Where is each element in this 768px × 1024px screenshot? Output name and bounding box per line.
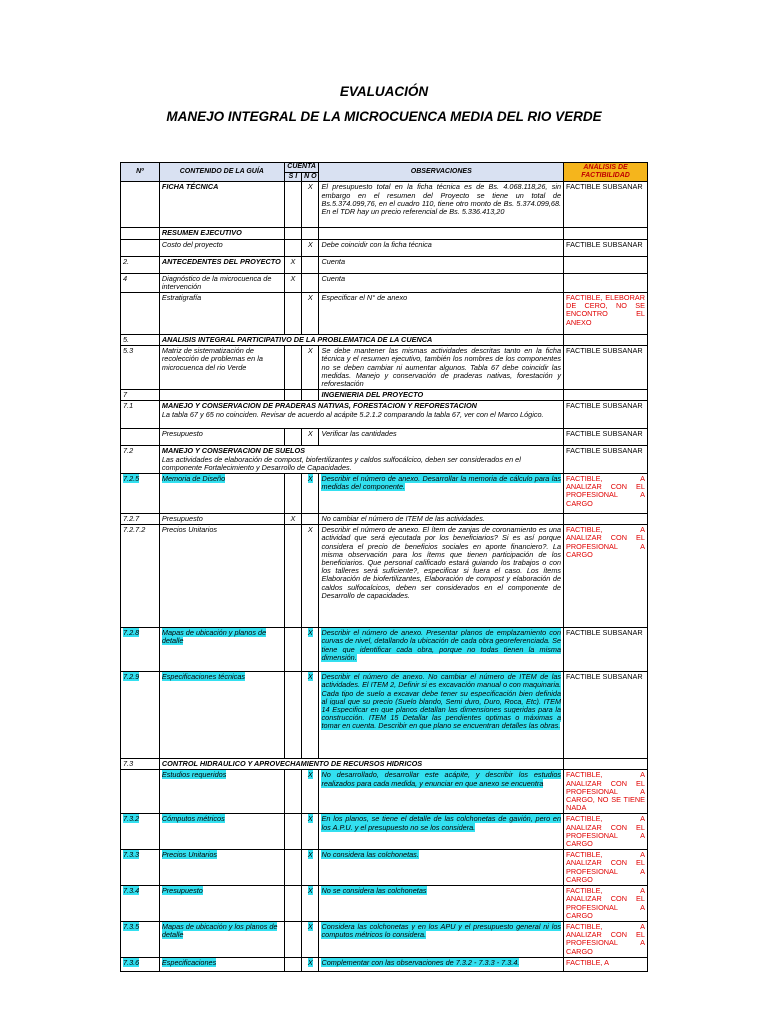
table-row (121, 293, 648, 335)
content-cell (159, 850, 284, 886)
row-number-text: 7.2.5 (123, 474, 140, 484)
table-row (121, 228, 648, 239)
si-cell: X (284, 273, 301, 292)
row-number: 4 (121, 273, 160, 292)
row-number-text: 7.3.6 (123, 957, 140, 967)
observation-text: Describir el número de anexo. Presentar planos de emplazamiento con curvas de nivel, detallando la ubicación de cada obra georeferenciada. Se tiene que identificar cada obra, porque no todas tienen la misma dimensión. (321, 628, 562, 662)
table-row (121, 921, 648, 957)
table-row (121, 814, 648, 850)
header-analisis: ANÁLISIS DE FACTIBILIDAD (564, 163, 648, 182)
analysis-cell: FACTIBLE, A ANALIZAR CON EL PROFESIONAL A CARGO (564, 886, 648, 922)
observation-text: En los planos, se tiene el detalle de las colchonetas de gavión, pero en los A.P.U. y el presupuesto no se los considera. (321, 814, 562, 832)
content-text: Memoria de Diseño (161, 474, 226, 484)
observation-cell (319, 886, 564, 922)
row-number (121, 429, 160, 446)
table-row (121, 850, 648, 886)
table-row (121, 514, 648, 525)
table-row (121, 474, 648, 514)
row-number: 7.1 (121, 401, 160, 429)
no-mark: X (307, 770, 313, 780)
observation-cell (319, 850, 564, 886)
header-n: Nº (121, 163, 160, 182)
analysis-cell: FACTIBLE SUBSANAR (564, 628, 648, 672)
content-cell (159, 921, 284, 957)
header-si: S I (284, 172, 301, 182)
row-number-text: 7.3.5 (123, 921, 140, 931)
no-cell (302, 921, 319, 957)
analysis-cell: FACTIBLE, A (564, 957, 648, 971)
no-cell (302, 628, 319, 672)
table-row (121, 256, 648, 273)
row-number: 5.3 (121, 346, 160, 390)
row-number-text: 7.2.9 (123, 672, 140, 682)
analysis-cell (564, 335, 648, 346)
si-cell: X (284, 256, 301, 273)
row-number-text: 7.3.2 (123, 814, 140, 824)
analysis-cell: FACTIBLE SUBSANAR (564, 346, 648, 390)
row-number: 7.3 (121, 759, 160, 770)
observation-text: Describir el número de anexo. Desarrollar la memoria de cálculo para las medidas del componente. (321, 474, 562, 492)
no-cell (302, 273, 319, 292)
table-row (121, 346, 648, 390)
row-number: 7.2.7 (121, 514, 160, 525)
table-row (121, 446, 648, 474)
observation-cell: INGENIERIA DEL PROYECTO (319, 390, 564, 401)
content-cell (159, 770, 284, 814)
table-row (121, 886, 648, 922)
analysis-cell: FACTIBLE SUBSANAR (564, 672, 648, 759)
si-cell (284, 850, 301, 886)
no-cell (302, 850, 319, 886)
table-header-row (121, 163, 648, 173)
si-cell (284, 814, 301, 850)
evaluation-table (120, 162, 648, 972)
si-cell (284, 886, 301, 922)
no-cell: X (302, 182, 319, 228)
observation-cell: Especificar el N° de anexo (319, 293, 564, 335)
section-note: La tabla 67 y 65 no coinciden. Revisar de acuerdo al acápite 5.2.1.2 comparando la tabla 67, ver con el Marco Lógico. (161, 409, 544, 419)
row-number-text: 7.2.8 (123, 628, 140, 638)
row-number (121, 474, 160, 514)
observation-cell: Cuenta (319, 273, 564, 292)
observation-text: Describir el número de anexo. No cambiar el número de ITEM de las actividades. El ITEM 2, Definir si es excavación manual o con maquinaria. Cada tipo de suelo a excavar debe tener su especificación bien definida al igual que su precio (Suelo blando, Semi duro, Duro, Roca, Etc). ITEM 14 Especificar en que planos detallan las dimensiones sugeridas para la construcción. ITEM 15 Detallar las pendientes optimas o máximas a tomar en cuenta. Describir en que plano se encuentran detalles las obras. (321, 672, 562, 731)
observation-text: No considera las colchonetas. (321, 850, 419, 860)
si-cell (284, 770, 301, 814)
table-row (121, 759, 648, 770)
content-cell: Presupuesto (159, 514, 284, 525)
section-heading: ANALISIS INTEGRAL PARTICIPATIVO DE LA PROBLEMATICA DE LA CUENCA (161, 335, 433, 345)
analysis-cell (564, 228, 648, 239)
analysis-cell: FACTIBLE, A ANALIZAR CON EL PROFESIONAL A CARGO (564, 474, 648, 514)
observation-text: No desarrollado, desarrollar este acápite, y describir los estudios realizados para cada medida, y enunciar en que anexo se encuentra (321, 770, 562, 788)
si-cell (284, 228, 301, 239)
header-observaciones: OBSERVACIONES (319, 163, 564, 182)
observation-cell (319, 957, 564, 971)
content-text: Cómputos métricos (161, 814, 225, 824)
content-text: Mapas de ubicación y planos de detalle (161, 628, 267, 646)
content-cell (159, 886, 284, 922)
no-mark: X (307, 850, 313, 860)
row-number-text: 7.3.4 (123, 886, 140, 896)
observation-cell (319, 814, 564, 850)
row-number: 5. (121, 335, 160, 346)
content-text: Especificaciones (161, 957, 217, 967)
content-text: Estudios requeridos (161, 770, 227, 780)
table-row (121, 770, 648, 814)
section-heading: MANEJO Y CONSERVACION DE SUELOS (161, 446, 306, 456)
content-cell: Matriz de sistematización de recolección de problemas en la microcuenca del rio Verde (159, 346, 284, 390)
section-heading-cell (159, 759, 563, 770)
no-mark: X (307, 921, 313, 931)
observation-text: No se considera las colchonetas (321, 886, 427, 896)
observation-cell: No cambiar el número de ITEM de las actividades. (319, 514, 564, 525)
section-heading: MANEJO Y CONSERVACION DE PRADERAS NATIVAS, FORESTACION Y REFORESTACION (161, 401, 477, 411)
si-cell (284, 239, 301, 256)
no-cell (302, 256, 319, 273)
table-row (121, 182, 648, 228)
row-number (121, 239, 160, 256)
analysis-cell (564, 390, 648, 401)
analysis-cell (564, 256, 648, 273)
observation-text: Considera las colchonetas y en los APU y el presupuesto general ni los computos métricos lo considera. (321, 921, 562, 940)
row-number (121, 182, 160, 228)
table-row (121, 401, 648, 429)
row-number-text: 7.3.3 (123, 850, 140, 860)
si-cell (284, 921, 301, 957)
si-cell (284, 628, 301, 672)
no-mark: X (307, 814, 313, 824)
no-mark: X (307, 886, 313, 896)
no-cell (302, 770, 319, 814)
observation-cell: Verificar las cantidades (319, 429, 564, 446)
observation-cell: Describir el número de anexo. El ítem de zanjas de coronamiento es una actividad que será ejecutada por los beneficiarios? Si es así porque considera el precio de beneficios sociales en aporte financiero?. La misma observación para los ítems que tienen participación de los beneficiarios. Que personal calificado estará guiando los trabajos o con los talleres será suficiente?, especificar si fuera el caso. Los ítems Elaboración de biofertilizantes, Elaboración de compost y elaboración de caldos sulfocalcicos, deben ser considerados en el componente de Desarrollo de capacidades. (319, 525, 564, 628)
analysis-cell: FACTIBLE SUBSANAR (564, 446, 648, 474)
document-subtitle: MANEJO INTEGRAL DE LA MICROCUENCA MEDIA DEL RIO VERDE (166, 109, 602, 124)
si-cell (284, 293, 301, 335)
no-cell (302, 474, 319, 514)
row-number (121, 921, 160, 957)
table-row (121, 335, 648, 346)
analysis-cell (564, 514, 648, 525)
si-cell: X (284, 514, 301, 525)
content-text: Especificaciones técnicas (161, 672, 246, 682)
analysis-cell: FACTIBLE SUBSANAR (564, 182, 648, 228)
no-cell: X (302, 346, 319, 390)
no-cell (302, 886, 319, 922)
observation-text: Complementar con las observaciones de 7.3.2 - 7.3.3 - 7.3.4. (321, 957, 520, 967)
row-number (121, 886, 160, 922)
analysis-cell (564, 273, 648, 292)
observation-cell: Se debe mantener las mismas actividades descritas tanto en la ficha técnica y el resumen ejecutivo, también los nombres de los componentes no se deben cambiar ni aumentar algunos. Tabla 67 debe coincidir las medidas. Manejo y conservación de praderas nativas, forestación y reforestación (319, 346, 564, 390)
row-number (121, 672, 160, 759)
content-cell: Estratigrafía (159, 293, 284, 335)
section-note: Las actividades de elaboración de compost, biofertilizantes y caldos sulfocálcico, deben ser considerados en el componente Fortalecimiento y Desarrollo de Capacidades. (161, 454, 521, 472)
content-cell: ANTECEDENTES DEL PROYECTO (159, 256, 284, 273)
content-cell (159, 628, 284, 672)
analysis-cell: FACTIBLE, A ANALIZAR CON EL PROFESIONAL A CARGO (564, 525, 648, 628)
si-cell (284, 182, 301, 228)
content-cell: Diagnóstico de la microcuenca de intervención (159, 273, 284, 292)
content-cell (159, 957, 284, 971)
content-cell (159, 390, 284, 401)
analysis-cell: FACTIBLE, ELEBORAR DE CERO, NO SE ENCONTRO EL ANEXO (564, 293, 648, 335)
no-cell: X (302, 429, 319, 446)
observation-cell: Cuenta (319, 256, 564, 273)
si-cell (284, 390, 301, 401)
analysis-cell: FACTIBLE SUBSANAR (564, 401, 648, 429)
si-cell (284, 346, 301, 390)
row-number: 7 (121, 390, 160, 401)
content-text: Precios Unitarios (161, 850, 218, 860)
row-number: 7.2 (121, 446, 160, 474)
section-heading-cell (159, 446, 563, 474)
no-cell (302, 957, 319, 971)
table-row (121, 390, 648, 401)
table-row (121, 273, 648, 292)
si-cell (284, 957, 301, 971)
no-cell (302, 814, 319, 850)
section-heading-cell (159, 401, 563, 429)
no-cell (302, 390, 319, 401)
analysis-cell: FACTIBLE, A ANALIZAR CON EL PROFESIONAL A CARGO (564, 850, 648, 886)
row-number (121, 228, 160, 239)
no-cell: X (302, 293, 319, 335)
no-cell (302, 514, 319, 525)
header-contenido: CONTENIDO DE LA GUÍA (159, 163, 284, 182)
analysis-cell: FACTIBLE, A ANALIZAR CON EL PROFESIONAL A CARGO (564, 921, 648, 957)
content-cell: Precios Unitarios (159, 525, 284, 628)
row-number (121, 293, 160, 335)
row-number (121, 628, 160, 672)
si-cell (284, 672, 301, 759)
row-number (121, 814, 160, 850)
content-text: Presupuesto (161, 886, 203, 896)
observation-cell: El presupuesto total en la ficha técnica es de Bs. 4.068.118,26, sin embargo en el resumen del Proyecto se tiene un total de Bs.5.374.099,76, en el cuadro 110, tiene otro monto de Bs. 5.374.099,68. En el TDR hay un precio referencial de Bs. 5.336.413,20 (319, 182, 564, 228)
row-number (121, 770, 160, 814)
no-mark: X (307, 474, 313, 484)
no-mark: X (307, 672, 313, 682)
observation-cell (319, 628, 564, 672)
observation-cell (319, 228, 564, 239)
analysis-cell: FACTIBLE, A ANALIZAR CON EL PROFESIONAL A CARGO, NO SE TIENE NADA (564, 770, 648, 814)
no-cell (302, 228, 319, 239)
si-cell (284, 525, 301, 628)
observation-cell: Debe coincidir con la ficha técnica (319, 239, 564, 256)
si-cell (284, 429, 301, 446)
no-cell (302, 672, 319, 759)
analysis-cell: FACTIBLE, A ANALIZAR CON EL PROFESIONAL A CARGO (564, 814, 648, 850)
observation-cell (319, 474, 564, 514)
table-row (121, 628, 648, 672)
observation-cell (319, 921, 564, 957)
header-no: N O (302, 172, 319, 182)
content-cell: Presupuesto (159, 429, 284, 446)
row-number: 2. (121, 256, 160, 273)
no-mark: X (307, 957, 313, 967)
analysis-cell: FACTIBLE SUBSANAR (564, 429, 648, 446)
document-title: EVALUACIÓN (339, 84, 429, 99)
table-row (121, 957, 648, 971)
content-cell (159, 474, 284, 514)
content-cell (159, 672, 284, 759)
row-number (121, 850, 160, 886)
no-cell: X (302, 525, 319, 628)
observation-cell (319, 672, 564, 759)
table-row (121, 239, 648, 256)
observation-cell (319, 770, 564, 814)
content-text: Mapas de ubicación y los planos de detalle (161, 921, 278, 940)
table-row (121, 429, 648, 446)
content-cell: FICHA TÉCNICA (159, 182, 284, 228)
table-row (121, 525, 648, 628)
table-body (121, 182, 648, 971)
table-row (121, 672, 648, 759)
row-number (121, 957, 160, 971)
no-cell: X (302, 239, 319, 256)
si-cell (284, 474, 301, 514)
analysis-cell (564, 759, 648, 770)
content-cell: Costo del proyecto (159, 239, 284, 256)
content-cell: RESUMEN EJECUTIVO (159, 228, 284, 239)
row-number: 7.2.7.2 (121, 525, 160, 628)
header-cuenta: CUENTA (284, 163, 319, 173)
analysis-cell: FACTIBLE SUBSANAR (564, 239, 648, 256)
section-heading: CONTROL HIDRAULICO Y APROVECHAMIENTO DE RECURSOS HIDRICOS (161, 759, 423, 769)
content-cell (159, 814, 284, 850)
no-mark: X (307, 628, 313, 638)
section-heading-cell (159, 335, 563, 346)
